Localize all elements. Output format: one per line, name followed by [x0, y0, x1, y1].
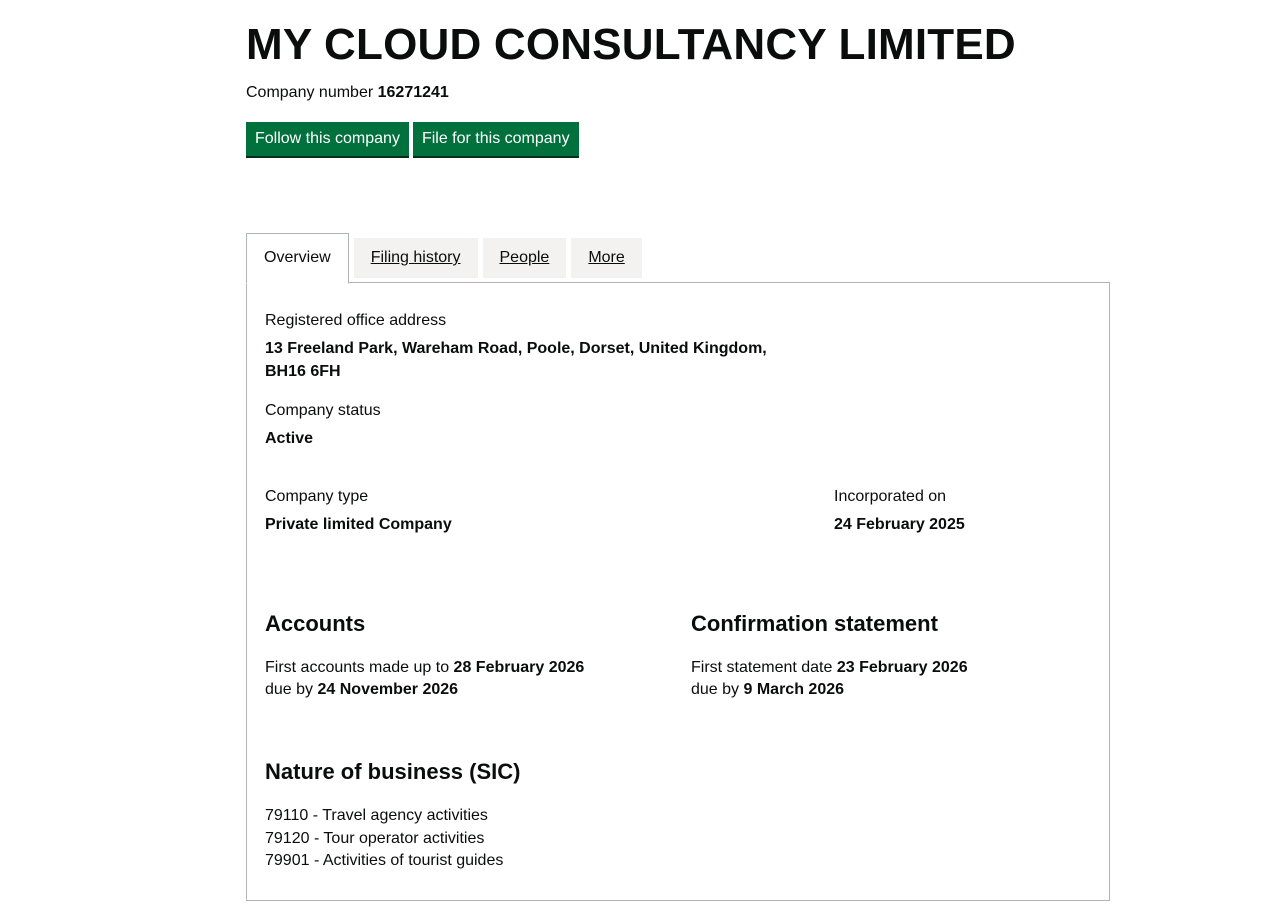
- registered-office-line1: 13 Freeland Park, Wareham Road, Poole, Dorset, United Kingdom,: [265, 340, 767, 357]
- confirmation-statement-prefix: First statement date: [691, 659, 833, 676]
- incorporated-on-value: 24 February 2025: [834, 516, 965, 533]
- confirmation-due-prefix: due by: [691, 681, 740, 698]
- tab-filing-history[interactable]: Filing history: [354, 238, 478, 278]
- sic-item: 79120 - Tour operator activities: [265, 830, 485, 847]
- confirmation-due-date: 9 March 2026: [743, 681, 845, 698]
- company-status-value: Active: [265, 430, 314, 447]
- company-tabs: [246, 233, 642, 283]
- confirmation-statement-line: [691, 657, 968, 679]
- sic-item: 79110 - Travel agency activities: [265, 807, 488, 824]
- overview-panel: [246, 282, 1110, 901]
- company-number-value: 16271241: [377, 84, 449, 101]
- company-number-label: Company number: [246, 84, 374, 101]
- tab-overview[interactable]: Overview: [246, 233, 349, 284]
- file-for-company-button[interactable]: File for this company: [413, 122, 579, 156]
- company-number: [246, 83, 449, 103]
- confirmation-statement-date: 23 February 2026: [836, 659, 968, 676]
- follow-company-button[interactable]: Follow this company: [246, 122, 409, 156]
- confirmation-statement-heading: Confirmation statement: [691, 611, 938, 636]
- tab-more[interactable]: More: [571, 238, 641, 278]
- registered-office-label: Registered office address: [265, 312, 447, 329]
- accounts-made-up-prefix: First accounts made up to: [265, 659, 450, 676]
- accounts-due-date: 24 November 2026: [317, 681, 459, 698]
- sic-item: 79901 - Activities of tourist guides: [265, 852, 504, 869]
- tab-people[interactable]: People: [483, 238, 567, 278]
- incorporated-on-label: Incorporated on: [834, 488, 947, 505]
- accounts-made-up-date: 28 February 2026: [453, 659, 585, 676]
- company-name-heading: MY CLOUD CONSULTANCY LIMITED: [246, 20, 1016, 69]
- accounts-due-line: [265, 679, 458, 701]
- confirmation-due-line: [691, 679, 844, 701]
- accounts-heading: Accounts: [265, 611, 366, 636]
- sic-heading: Nature of business (SIC): [265, 759, 521, 784]
- company-status-label: Company status: [265, 402, 381, 419]
- company-type-label: Company type: [265, 488, 369, 505]
- accounts-due-prefix: due by: [265, 681, 314, 698]
- company-type-value: Private limited Company: [265, 516, 452, 533]
- company-actions: [246, 122, 579, 156]
- accounts-made-up-line: [265, 657, 584, 679]
- registered-office-line2: BH16 6FH: [265, 363, 341, 380]
